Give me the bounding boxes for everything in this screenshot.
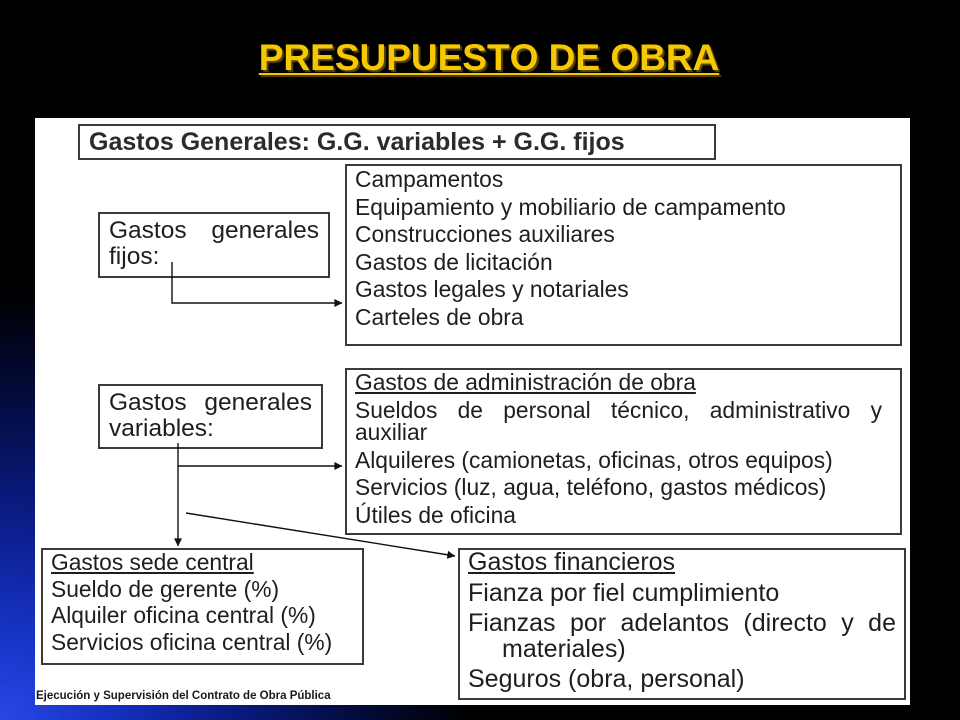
site-admin-heading: Gastos de administración de obra	[355, 369, 696, 395]
slide-footer: Ejecución y Supervisión del Contrato de Obra Pública	[36, 690, 331, 702]
site-admin-item: Servicios (luz, agua, teléfono, gastos médicos)	[355, 474, 827, 500]
head-office-item: Sueldo de gerente (%)	[51, 575, 280, 602]
variable-expenses-label: Gastos generales variables:	[98, 384, 323, 449]
head-office-heading: Gastos sede central	[51, 549, 254, 575]
fixed-expenses-list	[355, 168, 892, 328]
fixed-expense-item: Campamentos	[355, 166, 504, 192]
financial-expenses-box	[458, 548, 906, 700]
financial-item: Fianzas por adelantos (directo y de materiales)	[468, 609, 896, 663]
site-admin-expenses-list	[355, 371, 882, 526]
site-admin-expenses-box	[345, 368, 902, 535]
site-admin-item: Sueldos de personal técnico, administrativo y auxiliar	[355, 396, 882, 445]
general-expenses-header: Gastos Generales: G.G. variables + G.G. fijos	[78, 124, 716, 160]
fixed-expense-item: Gastos legales y notariales	[355, 276, 629, 302]
financial-heading: Gastos financieros	[468, 548, 676, 576]
site-admin-item: Alquileres (camionetas, oficinas, otros equipos)	[355, 446, 833, 473]
fixed-expense-item: Equipamiento y mobiliario de campamento	[355, 193, 786, 220]
head-office-expenses-box	[41, 548, 364, 665]
fixed-expenses-list-box	[345, 164, 902, 346]
financial-item: Fianza por fiel cumplimiento	[468, 578, 780, 607]
head-office-item: Alquiler oficina central (%)	[51, 602, 316, 629]
fixed-expense-item: Construcciones auxiliares	[355, 221, 615, 247]
head-office-expenses-list	[51, 551, 354, 654]
head-office-item: Servicios oficina central (%)	[51, 629, 333, 656]
content-panel	[35, 118, 910, 705]
fixed-expense-item: Gastos de licitación	[355, 248, 553, 275]
financial-expenses-list	[468, 550, 896, 693]
fixed-expenses-label: Gastos generales fijos:	[98, 212, 330, 278]
fixed-expense-item: Carteles de obra	[355, 303, 524, 330]
financial-item: Seguros (obra, personal)	[468, 665, 745, 693]
slide-title: PRESUPUESTO DE OBRA	[258, 37, 720, 78]
site-admin-item: Útiles de oficina	[355, 501, 516, 528]
